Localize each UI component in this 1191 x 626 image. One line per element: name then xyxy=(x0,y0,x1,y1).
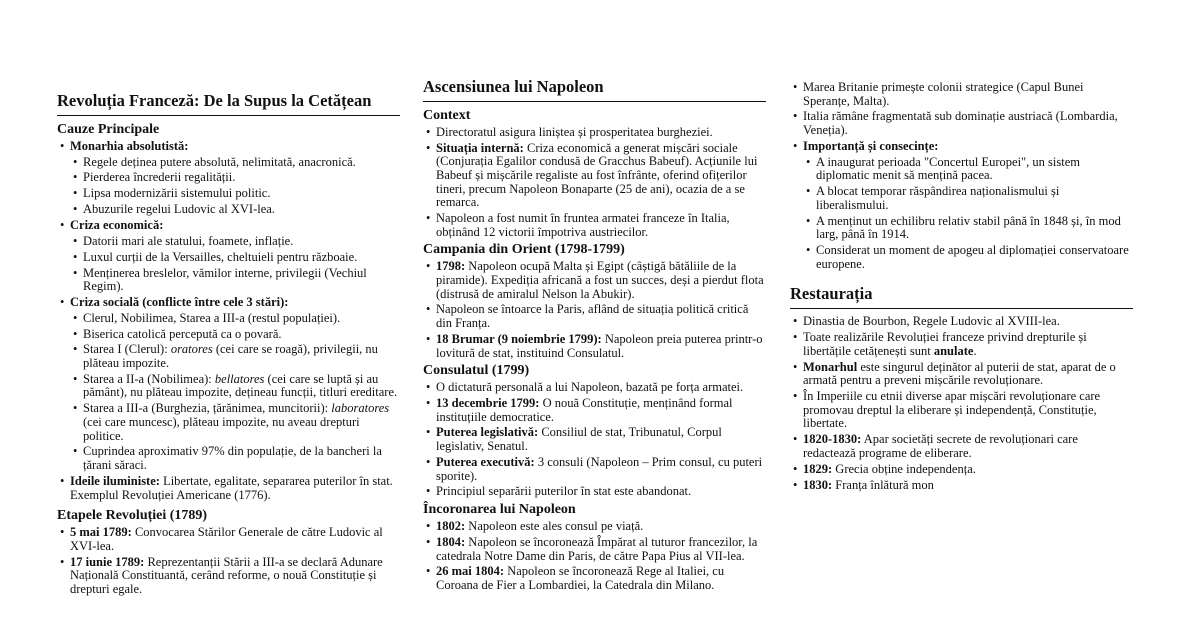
list-item: • Dinastia de Bourbon, Regele Ludovic al XVIII-lea. xyxy=(790,315,1133,329)
list-item: • Pierderea încrederii regalității. xyxy=(70,171,400,185)
list-item: • Cuprindea aproximativ 97% din populație, de la bancheri la țărani săraci. xyxy=(70,445,400,472)
list-item: • A blocat temporar răspândirea naționalismului și liberalismului. xyxy=(803,185,1133,212)
list-item: • Criza economică: • Datorii mari ale statului, foamete, inflație. • Luxul curții de la Versailles, cheltuieli pentru războaie. • Menținerea breslelor, vămilor interne, privilegii (Vechiul Regim). xyxy=(57,219,400,294)
congres-list xyxy=(790,81,1133,271)
list-item: • Napoleon a fost numit în fruntea armatei franceze în Italia, obținând 12 victorii împotriva austriecilor. xyxy=(423,212,766,239)
list-item: • 1820-1830: Apar societăți secrete de revoluționari care redactează programe de eliberare. xyxy=(790,433,1133,460)
list-item: • Menținerea breslelor, vămilor interne, privilegii (Vechiul Regim). xyxy=(70,267,400,294)
list-item: • A menținut un echilibru relativ stabil până în 1848 și, în mod larg, până în 1914. xyxy=(803,215,1133,242)
list-item: • În Imperiile cu etnii diverse apar mișcări revoluționare care promovau dreptul la eliberare și independență, Constituție, libertate. xyxy=(790,390,1133,431)
list-item: • Lipsa modernizării sistemului politic. xyxy=(70,187,400,201)
list-item: • Principiul separării puterilor în stat este abandonat. xyxy=(423,485,766,499)
list-item: • A inaugurat perioada "Concertul Europei", un sistem diplomatic menit să mențină pacea. xyxy=(803,156,1133,183)
list-item: • 26 mai 1804: Napoleon se încoronează Rege al Italiei, cu Coroana de Fier a Lombardiei, la Catedrala din Milano. xyxy=(423,565,766,592)
list-item: • 1829: Grecia obține independența. xyxy=(790,463,1133,477)
list-item: • Clerul, Nobilimea, Starea a III-a (restul populației). xyxy=(70,312,400,326)
consulatul-list xyxy=(423,381,766,499)
list-item: • Criza socială (conflicte între cele 3 stări): • Clerul, Nobilimea, Starea a III-a (restul populației). • Biserica catolică percepută ca o povară. • Starea I (Clerul): oratores (cei care se roagă), privilegii, nu plăteau impozite. • Starea a II-a (Nobilimea): bellatores (cei care se luptă și au pământ), nu plăteau impozite, dețineau funcții, titluri ereditare. • Starea a III-a (Burghezia, țărănimea, muncitorii): laboratores (cei care muncesc), plăteau impozite, nu aveau drepturi politice. • Cuprindea aproximativ 97% din populație, de la bancheri la țărani săraci. xyxy=(57,296,400,473)
list-item: • Starea I (Clerul): oratores (cei care se roagă), privilegii, nu plăteau impozite. xyxy=(70,343,400,370)
subheading-etape: Etapele Revoluției (1789) xyxy=(57,508,208,524)
etape-list xyxy=(57,526,400,596)
list-item: • Monarhul este singurul deținător al puterii de stat, aparat de o armată pentru a preveni mișcările revoluționare. xyxy=(790,361,1133,388)
list-item: • O dictatură personală a lui Napoleon, bazată pe forța armatei. xyxy=(423,381,766,395)
list-item: • 1830: Franța înlătură mon xyxy=(790,479,1133,493)
subheading-consulatul: Consulatul (1799) xyxy=(423,363,530,379)
list-item: • 5 mai 1789: Convocarea Stărilor Generale de către Ludovic al XVI-lea. xyxy=(57,526,400,553)
list-item: • 17 iunie 1789: Reprezentanții Stării a III-a se declară Adunare Națională Constituantă, cerând reforme, o nouă Constituție și drepturi egale. xyxy=(57,556,400,597)
cauze-list xyxy=(57,140,400,502)
list-item: • Starea a II-a (Nobilimea): bellatores (cei care se luptă și au pământ), nu plăteau impozite, dețineau funcții, titluri ereditare. xyxy=(70,373,400,400)
list-item: • Luxul curții de la Versailles, cheltuieli pentru războaie. xyxy=(70,251,400,265)
campania-list xyxy=(423,260,766,360)
list-item: • Importanță și consecințe: • A inaugurat perioada "Concertul Europei", un sistem diplomatic menit să mențină pacea. • A blocat temporar răspândirea naționalismului și liberalismului. • A menținut un echilibru relativ stabil până în 1848 și, în mod larg, până în 1914. • Considerat un moment de apogeu al diplomației conservatoare europene. xyxy=(790,140,1133,271)
list-item: • 13 decembrie 1799: O nouă Constituție, menținând formal instituțiile democratice. xyxy=(423,397,766,424)
list-item: • Marea Britanie primește colonii strategice (Capul Bunei Speranțe, Malta). xyxy=(790,81,1133,108)
list-item: • Biserica catolică percepută ca o povară. xyxy=(70,328,400,342)
subheading-cauze: Cauze Principale xyxy=(57,122,160,137)
list-item: • 1802: Napoleon este ales consul pe viață. xyxy=(423,520,766,534)
list-item: • Ideile iluministe: Libertate, egalitate, separarea puterilor în stat. Exemplul Revoluției Americane (1776). xyxy=(57,475,400,502)
list-item: • Starea a III-a (Burghezia, țărănimea, muncitorii): laboratores (cei care muncesc), plăteau impozite, nu aveau drepturi politice. xyxy=(70,402,400,443)
column-1 xyxy=(57,92,400,599)
subheading-context: Context xyxy=(423,108,471,123)
column-3 xyxy=(790,81,1133,494)
list-item-continued xyxy=(790,81,1133,138)
subheading-campania: Campania din Orient (1798-1799) xyxy=(423,242,625,258)
restauratia-list xyxy=(790,315,1133,492)
list-item: • Toate realizările Revoluției franceze privind drepturile și libertățile cetățenești sunt anulate. xyxy=(790,331,1133,358)
list-item: • Abuzurile regelui Ludovic al XVI-lea. xyxy=(70,203,400,217)
list-item: • Considerat un moment de apogeu al diplomației conservatoare europene. xyxy=(803,244,1133,271)
section-title-revolutia: Revoluția Franceză: De la Supus la Cetățean xyxy=(57,92,400,116)
incoronarea-list xyxy=(423,520,766,593)
list-item: • Datorii mari ale statului, foamete, inflație. xyxy=(70,235,400,249)
list-item: • Monarhia absolutistă: • Regele deținea putere absolută, nelimitată, anacronică. • Pierderea încrederii regalității. • Lipsa modernizării sistemului politic. • Abuzurile regelui Ludovic al XVI-lea. xyxy=(57,140,400,217)
column-2 xyxy=(423,78,766,595)
context-list xyxy=(423,126,766,239)
list-item: • 18 Brumar (9 noiembrie 1799): Napoleon preia puterea printr-o lovitură de stat, instituind Consulatul. xyxy=(423,333,766,360)
section-title-napoleon: Ascensiunea lui Napoleon xyxy=(423,78,766,102)
list-item: • Italia rămâne fragmentată sub dominație austriacă (Lombardia, Veneția). xyxy=(790,110,1133,137)
list-item: • Puterea executivă: 3 consuli (Napoleon – Prim consul, cu puteri sporite). xyxy=(423,456,766,483)
list-item: • Situația internă: Criza economică a generat mișcări sociale (Conjurația Egalilor condusă de Gracchus Babeuf). Acțiunile lui Babeuf și mișcările regaliste au fost înfrânte, oferind ofițerilor tineri, precum Napoleon Bonaparte (25 de ani), ocazia de a se remarca. xyxy=(423,142,766,210)
subheading-incoronarea: Încoronarea lui Napoleon xyxy=(423,502,576,518)
list-item: • Regele deținea putere absolută, nelimitată, anacronică. xyxy=(70,156,400,170)
section-title-restauratia: Restaurația xyxy=(790,285,1133,309)
list-item: • 1798: Napoleon ocupă Malta și Egipt (câștigă bătăliile de la piramide). Expediția africană a fost un succes, deși a pierdut flota (distrusă de amiralul Nelson la Abukir). xyxy=(423,260,766,301)
list-item: • Puterea legislativă: Consiliul de stat, Tribunatul, Corpul legislativ, Senatul. xyxy=(423,426,766,453)
list-item: • Directoratul asigura liniștea și prosperitatea burgheziei. xyxy=(423,126,766,140)
list-item: • 1804: Napoleon se încoronează Împărat al tuturor francezilor, la catedrala Notre Dame din Paris, de către Papa Pius al VII-lea. xyxy=(423,536,766,563)
list-item: • Napoleon se întoarce la Paris, aflând de situația politică critică din Franța. xyxy=(423,303,766,330)
